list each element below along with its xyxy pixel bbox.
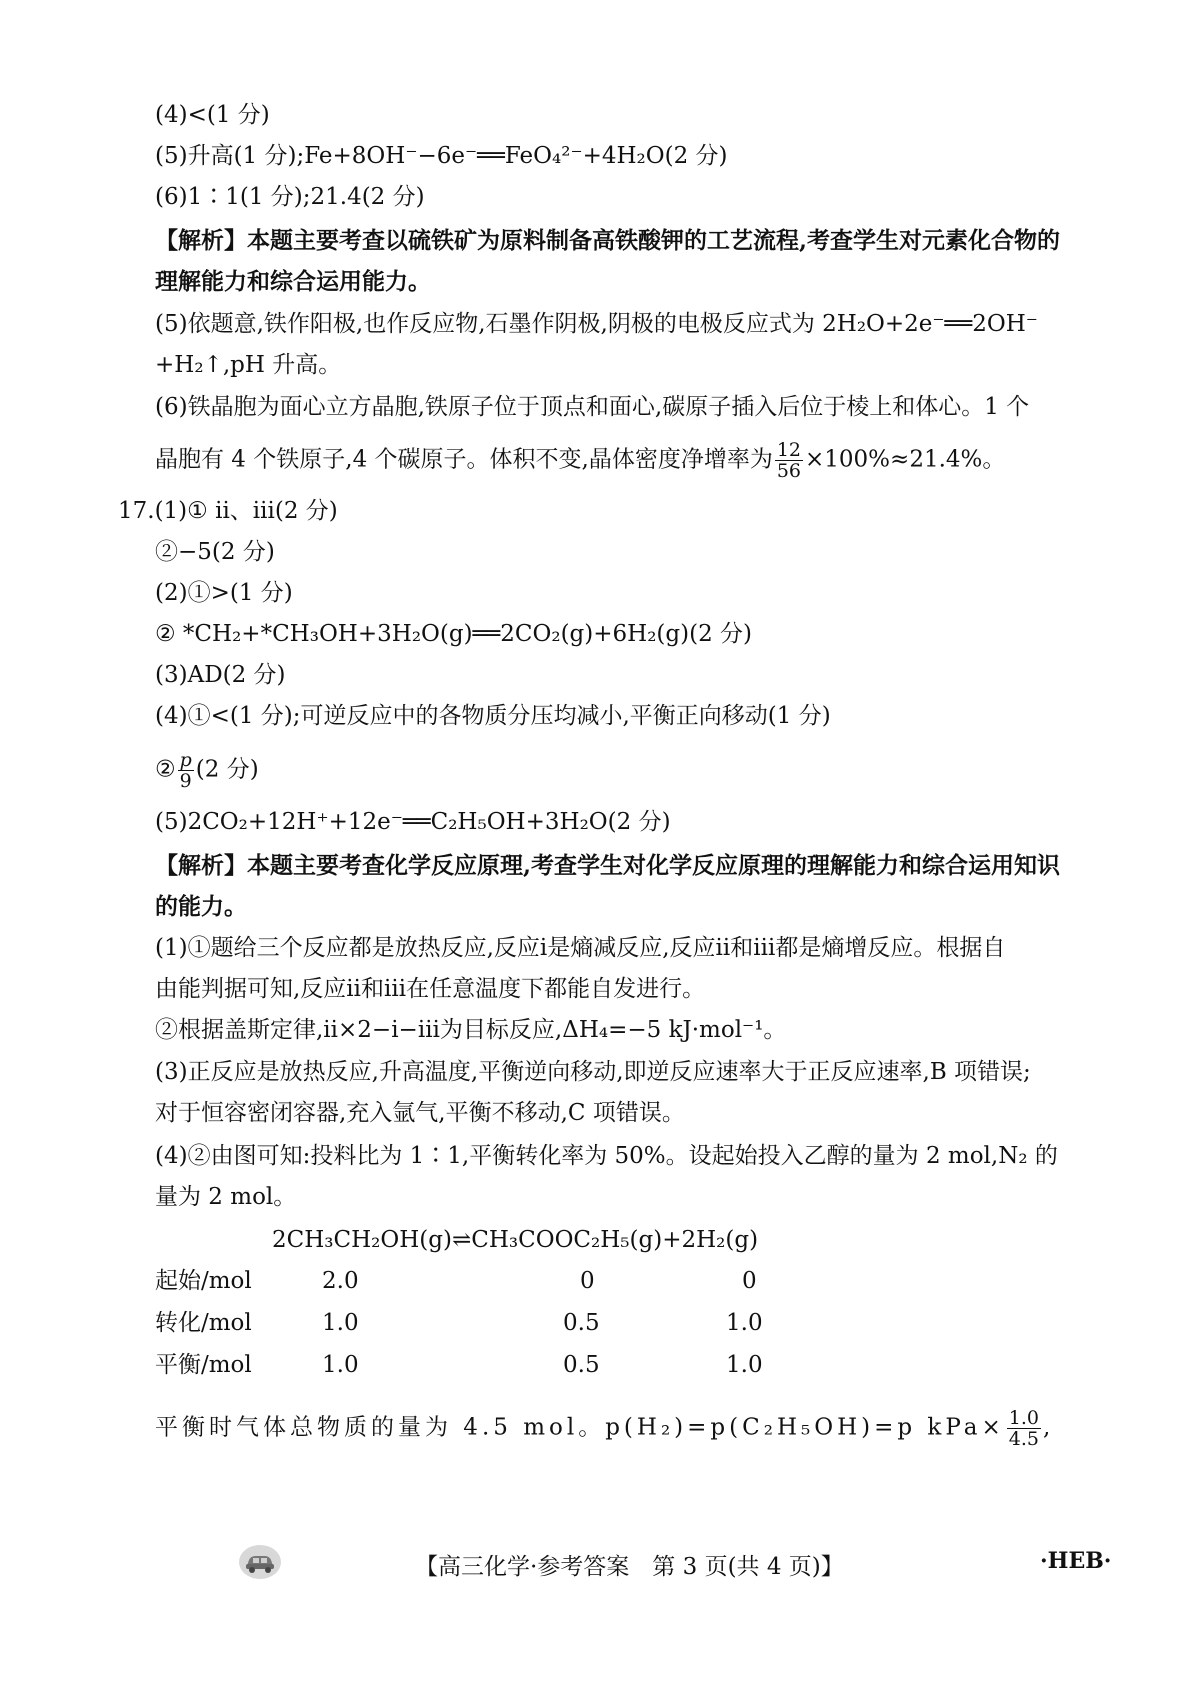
answer-line: (6)1∶1(1 分);21.4(2 分) — [155, 184, 425, 210]
analysis-line: 由能判据可知,反应ⅱ和ⅲ在任意温度下都能自发进行。 — [155, 976, 706, 1002]
text-segment: , — [1043, 1414, 1051, 1441]
text-segment: ② — [155, 756, 176, 783]
text-segment: ×100%≈21.4%。 — [805, 446, 1006, 473]
table-cell: 0 — [580, 1268, 595, 1294]
analysis-line: (5)依题意,铁作阳极,也作反应物,石墨作阴极,阴极的电极反应式为 2H₂O+2e⁻══2OH⁻ — [155, 311, 1038, 337]
table-cell: 0.5 — [563, 1310, 600, 1336]
analysis-heading: 【解析】本题主要考查化学反应原理,考查学生对化学反应原理的理解能力和综合运用知识 — [155, 852, 1061, 879]
text-segment: (2 分) — [195, 756, 259, 783]
answer-line: (4)①<(1 分);可逆反应中的各物质分压均减小,平衡正向移动(1 分) — [155, 703, 831, 729]
car-icon — [238, 1544, 282, 1580]
analysis-line: (4)②由图可知:投料比为 1∶1,平衡转化率为 50%。设起始投入乙醇的量为 2 mol,N₂ 的 — [155, 1143, 1058, 1169]
text-segment: 晶胞有 4 个铁原子,4 个碳原子。体积不变,晶体密度净增率为 — [155, 446, 773, 473]
fraction-denominator: 9 — [179, 770, 192, 792]
table-row-label: 转化/mol — [155, 1310, 252, 1336]
footer-title: 【高三化学·参考答案 第 3 页(共 4 页)】 — [415, 1554, 844, 1580]
answer-line-with-fraction — [155, 750, 259, 791]
page-footer — [0, 1544, 1200, 1584]
fraction-numerator: p — [179, 749, 192, 771]
table-cell: 1.0 — [726, 1352, 763, 1378]
answer-line: 17.(1)① ⅱ、ⅲ(2 分) — [118, 498, 338, 524]
analysis-line-with-fraction — [155, 1408, 1050, 1449]
table-cell: 1.0 — [726, 1310, 763, 1336]
answer-line: (5)升高(1 分);Fe+8OH⁻−6e⁻══FeO₄²⁻+4H₂O(2 分) — [155, 143, 728, 169]
analysis-line-with-fraction — [155, 440, 1005, 481]
analysis-line: +H₂↑,pH 升高。 — [155, 352, 342, 378]
answer-line: ②−5(2 分) — [155, 539, 275, 565]
table-row-label: 起始/mol — [155, 1268, 252, 1294]
analysis-line: (6)铁晶胞为面心立方晶胞,铁原子位于顶点和面心,碳原子插入后位于棱上和体心。1 个 — [155, 394, 1030, 420]
table-cell: 2.0 — [322, 1268, 359, 1294]
table-cell: 0.5 — [563, 1352, 600, 1378]
answer-line: ② *CH₂+*CH₃OH+3H₂O(g)══2CO₂(g)+6H₂(g)(2 分) — [155, 621, 752, 647]
fraction-denominator: 4.5 — [1008, 1428, 1039, 1450]
footer-code: ·HEB· — [1040, 1548, 1112, 1574]
analysis-line: 对于恒容密闭容器,充入氩气,平衡不移动,C 项错误。 — [155, 1100, 685, 1126]
analysis-heading: 理解能力和综合运用能力。 — [155, 268, 431, 295]
analysis-heading: 的能力。 — [155, 893, 247, 920]
analysis-line: 量为 2 mol。 — [155, 1184, 297, 1210]
table-cell: 0 — [742, 1268, 757, 1294]
fraction — [775, 440, 803, 481]
fraction — [1007, 1408, 1041, 1449]
fraction — [178, 750, 194, 791]
table-cell: 1.0 — [322, 1310, 359, 1336]
table-row-label: 平衡/mol — [155, 1352, 252, 1378]
fraction-numerator: 1.0 — [1008, 1407, 1039, 1429]
analysis-line: (1)①题给三个反应都是放热反应,反应ⅰ是熵减反应,反应ⅱ和ⅲ都是熵增反应。根据自 — [155, 935, 1006, 961]
fraction-denominator: 56 — [776, 460, 802, 482]
reaction-equation: 2CH₃CH₂OH(g)⇌CH₃COOC₂H₅(g)+2H₂(g) — [272, 1227, 759, 1253]
answer-line: (5)2CO₂+12H⁺+12e⁻══C₂H₅OH+3H₂O(2 分) — [155, 809, 671, 835]
text-segment: 平衡时气体总物质的量为 4.5 mol。p(H₂)=p(C₂H₅OH)=p kPa× — [155, 1414, 1005, 1441]
answer-line: (2)①>(1 分) — [155, 580, 293, 606]
fraction-numerator: 12 — [776, 439, 802, 461]
answer-line: (3)AD(2 分) — [155, 662, 286, 688]
analysis-line: (3)正反应是放热反应,升高温度,平衡逆向移动,即逆反应速率大于正反应速率,B 项错误; — [155, 1059, 1031, 1085]
answer-line: (4)<(1 分) — [155, 102, 270, 128]
analysis-line: ②根据盖斯定律,ⅱ×2−ⅰ−ⅲ为目标反应,ΔH₄=−5 kJ·mol⁻¹。 — [155, 1017, 787, 1043]
analysis-heading: 【解析】本题主要考查以硫铁矿为原料制备高铁酸钾的工艺流程,考查学生对元素化合物的 — [155, 227, 1061, 254]
table-cell: 1.0 — [322, 1352, 359, 1378]
